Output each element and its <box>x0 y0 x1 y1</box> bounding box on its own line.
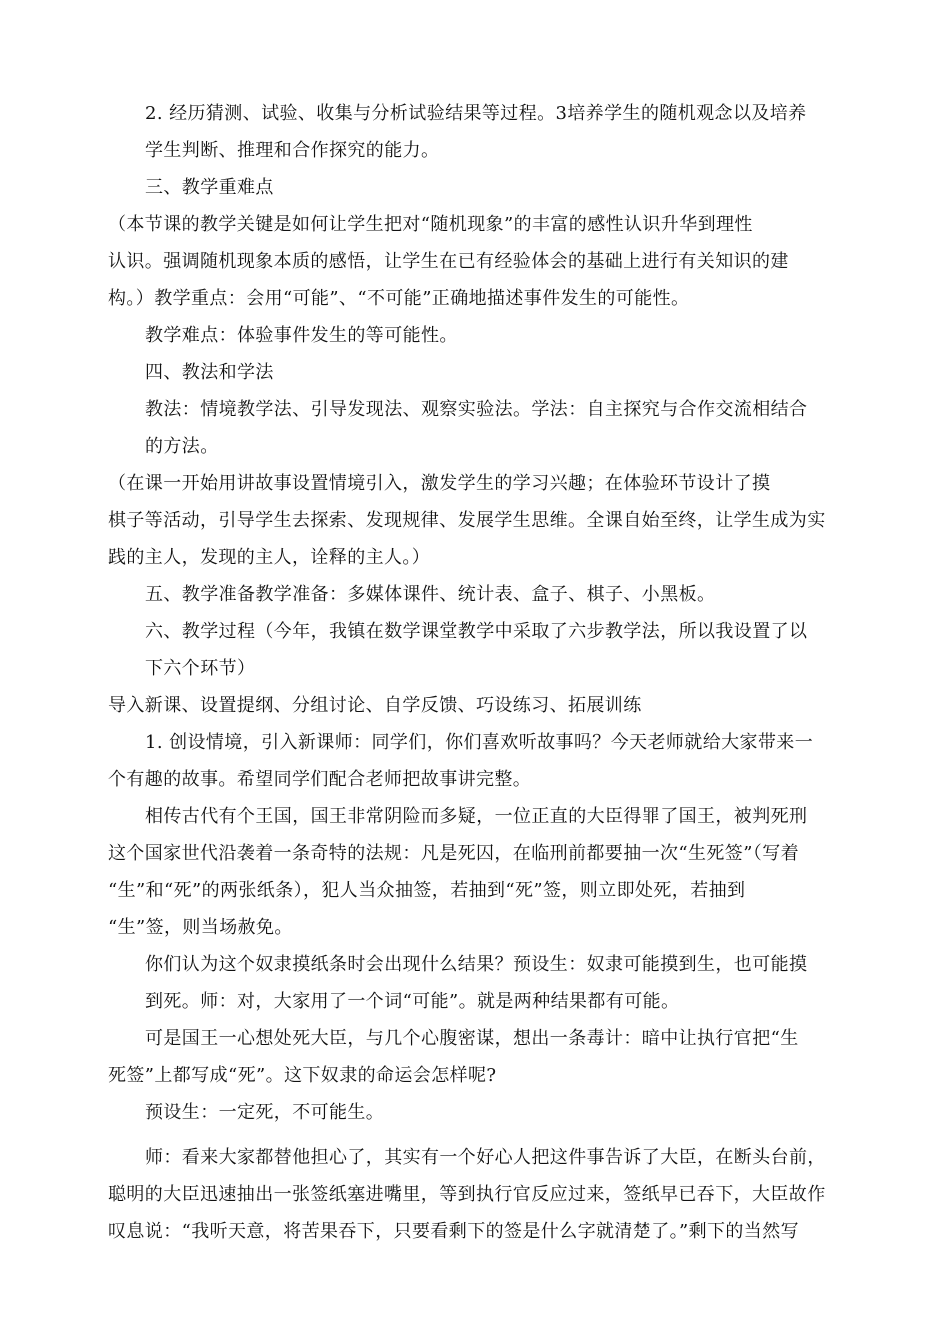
text-line: 认识。强调随机现象本质的感悟，让学生在已有经验体会的基础上进行有关知识的建 <box>108 251 789 272</box>
text-line: “生”和“死”的两张纸条），犯人当众抽签，若抽到“死”签，则立即处死，若抽到 <box>108 880 746 901</box>
text-line: 相传古代有个王国，国王非常阴险而多疑，一位正直的大臣得罪了国王，被判死刑 <box>145 806 808 827</box>
text-line: 下六个环节） <box>145 658 256 679</box>
text-line: （在课一开始用讲故事设置情境引入，激发学生的学习兴趣；在体验环节设计了摸 <box>108 473 771 494</box>
text-line: 导入新课、设置提纲、分组讨论、自学反馈、巧设练习、拓展训练 <box>108 695 642 716</box>
text-line: 教法：情境教学法、引导发现法、观察实验法。学法：自主探究与合作交流相结合 <box>145 399 808 420</box>
text-line: 个有趣的故事。希望同学们配合老师把故事讲完整。 <box>108 769 532 790</box>
text-line: 棋子等活动，引导学生去探索、发现规律、发展学生思维。全课自始至终，让学生成为实 <box>108 510 826 531</box>
text-line: 2. 经历猜测、试验、收集与分析试验结果等过程。3培养学生的随机观念以及培养 <box>145 103 807 124</box>
text-line: 可是国王一心想处死大臣，与几个心腹密谋，想出一条毒计：暗中让执行官把“生 <box>145 1028 799 1049</box>
text-line: 践的主人，发现的主人，诠释的主人。） <box>108 547 431 568</box>
text-line: 叹息说：“我听天意，将苦果吞下，只要看剩下的签是什么字就清楚了。”剩下的当然写 <box>108 1221 800 1242</box>
text-line: 聪明的大臣迅速抽出一张签纸塞进嘴里，等到执行官反应过来，签纸早已吞下，大臣故作 <box>108 1184 826 1205</box>
text-line: 学生判断、推理和合作探究的能力。 <box>145 140 440 161</box>
section-heading: 四、教法和学法 <box>145 362 274 383</box>
text-line: 这个国家世代沿袭着一条奇特的法规：凡是死囚，在临刑前都要抽一次“生死签”（写着 <box>108 843 800 864</box>
text-line: 的方法。 <box>145 436 219 457</box>
text-line: （本节课的教学关键是如何让学生把对“随机现象”的丰富的感性认识升华到理性 <box>108 214 753 235</box>
text-line: 死签”上都写成“死”。这下奴隶的命运会怎样呢? <box>108 1065 497 1086</box>
section-heading: 六、教学过程（今年，我镇在数学课堂教学中采取了六步教学法，所以我设置了以 <box>145 621 808 642</box>
section-heading: 五、教学准备教学准备：多媒体课件、统计表、盒子、棋子、小黑板。 <box>145 584 716 605</box>
text-line: 师：看来大家都替他担心了，其实有一个好心人把这件事告诉了大臣，在断头台前， <box>145 1147 826 1168</box>
text-line: 预设生：一定死，不可能生。 <box>145 1102 385 1123</box>
text-line: “生”签，则当场赦免。 <box>108 917 293 938</box>
text-line: 你们认为这个奴隶摸纸条时会出现什么结果？预设生：奴隶可能摸到生，也可能摸 <box>145 954 808 975</box>
section-heading: 三、教学重难点 <box>145 177 274 198</box>
text-line: 到死。师：对，大家用了一个词“可能”。就是两种结果都有可能。 <box>145 991 680 1012</box>
text-line: 教学难点：体验事件发生的等可能性。 <box>145 325 458 346</box>
text-line: 构。）教学重点：会用“可能”、“不可能”正确地描述事件发生的可能性。 <box>108 288 690 309</box>
text-line: 1. 创设情境，引入新课师：同学们，你们喜欢听故事吗？今天老师就给大家带来一 <box>145 732 814 753</box>
